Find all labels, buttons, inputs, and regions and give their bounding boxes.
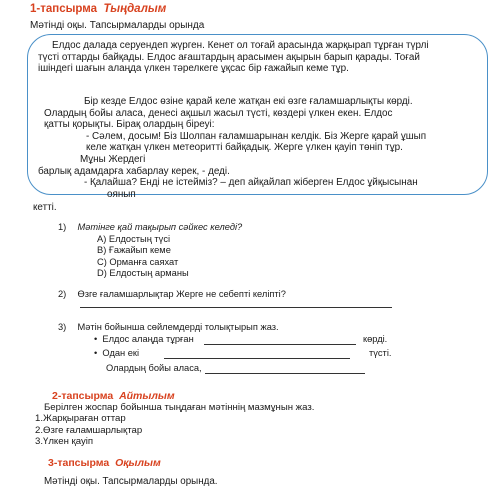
- section2-title: [52, 390, 175, 402]
- question-1-number: 1): [58, 222, 67, 232]
- section2-instruction: Берілген жоспар бойынша тыңдаған мәтіннің мазмұнын жаз.: [44, 402, 315, 413]
- section3-instruction: Мәтінді оқы. Тапсырмаларды орында.: [44, 476, 218, 487]
- section2-number: 2-тапсырма: [52, 390, 114, 402]
- question-2-number: 2): [58, 289, 67, 299]
- bullet-1-text: Елдос алаңда тұрған: [102, 334, 194, 344]
- text-line: оянып: [107, 188, 136, 200]
- text-line: Олардың бойы аласа, денесі ақшыл жасыл түсті, көздері үлкен екен. Елдос: [44, 107, 393, 119]
- paragraph-1: [38, 40, 429, 75]
- question-3: [58, 322, 279, 333]
- question-2-text: Өзге ғаламшарлықтар Жерге не себепті келіпті?: [77, 289, 286, 299]
- question-2-answer-line[interactable]: [80, 307, 392, 308]
- text-line: келе жатқан үлкен метеоритті байқадық. Жерге үлкен қауіп төніп тұр.: [86, 142, 403, 154]
- plan-item-2: 2.Өзге ғаламшарлықтар: [35, 424, 143, 436]
- answer-option-c[interactable]: C) Орманға саяхат: [97, 256, 179, 267]
- text-line: Бір кезде Елдос өзіне қарай келе жатқан екі өзге ғаламшарлықты көрді.: [84, 96, 413, 107]
- answer-option-b[interactable]: B) Ғажайып кеме: [97, 245, 171, 256]
- section3-name: Оқылым: [115, 457, 161, 469]
- text-line: Елдос далада серуендеп жүрген. Кенет ол тоғай арасында жарқырап тұрған түрлі: [52, 40, 429, 51]
- text-line: түсті оттарды байқады. Елдос ағаштардың арасымен ақырын барып қарады. Тоғай: [38, 51, 420, 63]
- section3-title: [48, 457, 161, 469]
- question-3-bullet-1: • Елдос алаңда тұрған: [94, 334, 194, 344]
- section1-title: [30, 3, 166, 15]
- section2-name: Айтылым: [119, 390, 175, 402]
- question-3-number: 3): [58, 322, 67, 332]
- bullet-2-text: Одан екі: [102, 348, 140, 358]
- text-line: Мұны Жердегі: [80, 153, 146, 165]
- question-1-text: Мәтінге қай тақырып сәйкес келеді?: [77, 222, 243, 232]
- bullet-2-end: түсті.: [369, 348, 392, 358]
- text-line: кетті.: [33, 202, 57, 213]
- bullet-2-answer-line[interactable]: [164, 358, 350, 359]
- section1-number: 1-тапсырма: [30, 3, 98, 15]
- section1-name: Тыңдалым: [103, 3, 167, 15]
- bullet-1-end: көрді.: [363, 334, 388, 344]
- question-3-bullet-2: • Одан екі: [94, 348, 140, 358]
- plan-item-3: 3.Үлкен қауіп: [35, 435, 94, 447]
- answer-option-a[interactable]: A) Елдостың түсі: [97, 234, 171, 244]
- text-line: - Қалайша? Енді не істейміз? – деп айқайлап жіберген Елдос ұйқысынан: [84, 177, 418, 189]
- question-3-text: Мәтін бойынша сөйлемдерді толықтырып жаз.: [77, 322, 279, 332]
- section3-number: 3-тапсырма: [48, 457, 110, 469]
- text-line: барлық адамдарға хабарлау керек, - деді.: [38, 165, 230, 177]
- question-2: [58, 289, 286, 300]
- text-line: қатты қорықты. Бірақ олардың біреуі:: [44, 119, 215, 131]
- plan-item-1: 1.Жарқыраған оттар: [35, 413, 126, 425]
- question-1: [58, 222, 242, 233]
- question-3-last: Олардың бойы аласа,: [106, 363, 202, 373]
- section2-body: [35, 402, 314, 447]
- answer-option-d[interactable]: D) Елдостың арманы: [97, 268, 189, 279]
- last-answer-line[interactable]: [205, 373, 365, 374]
- text-line: - Сәлем, досым! Біз Шолпан ғаламшарынан келдік. Біз Жерге қарай ұшып: [86, 130, 427, 142]
- bullet-1-answer-line[interactable]: [204, 344, 356, 345]
- section1-instruction: Мәтінді оқы. Тапсырмаларды орында: [30, 20, 205, 31]
- text-line: ішіндегі шағын алаңда үлкен тәрелкеге ұқсас бір ғажайып кеме тұр.: [38, 63, 349, 75]
- question-1-options: [97, 234, 189, 280]
- paragraph-2: [38, 96, 426, 200]
